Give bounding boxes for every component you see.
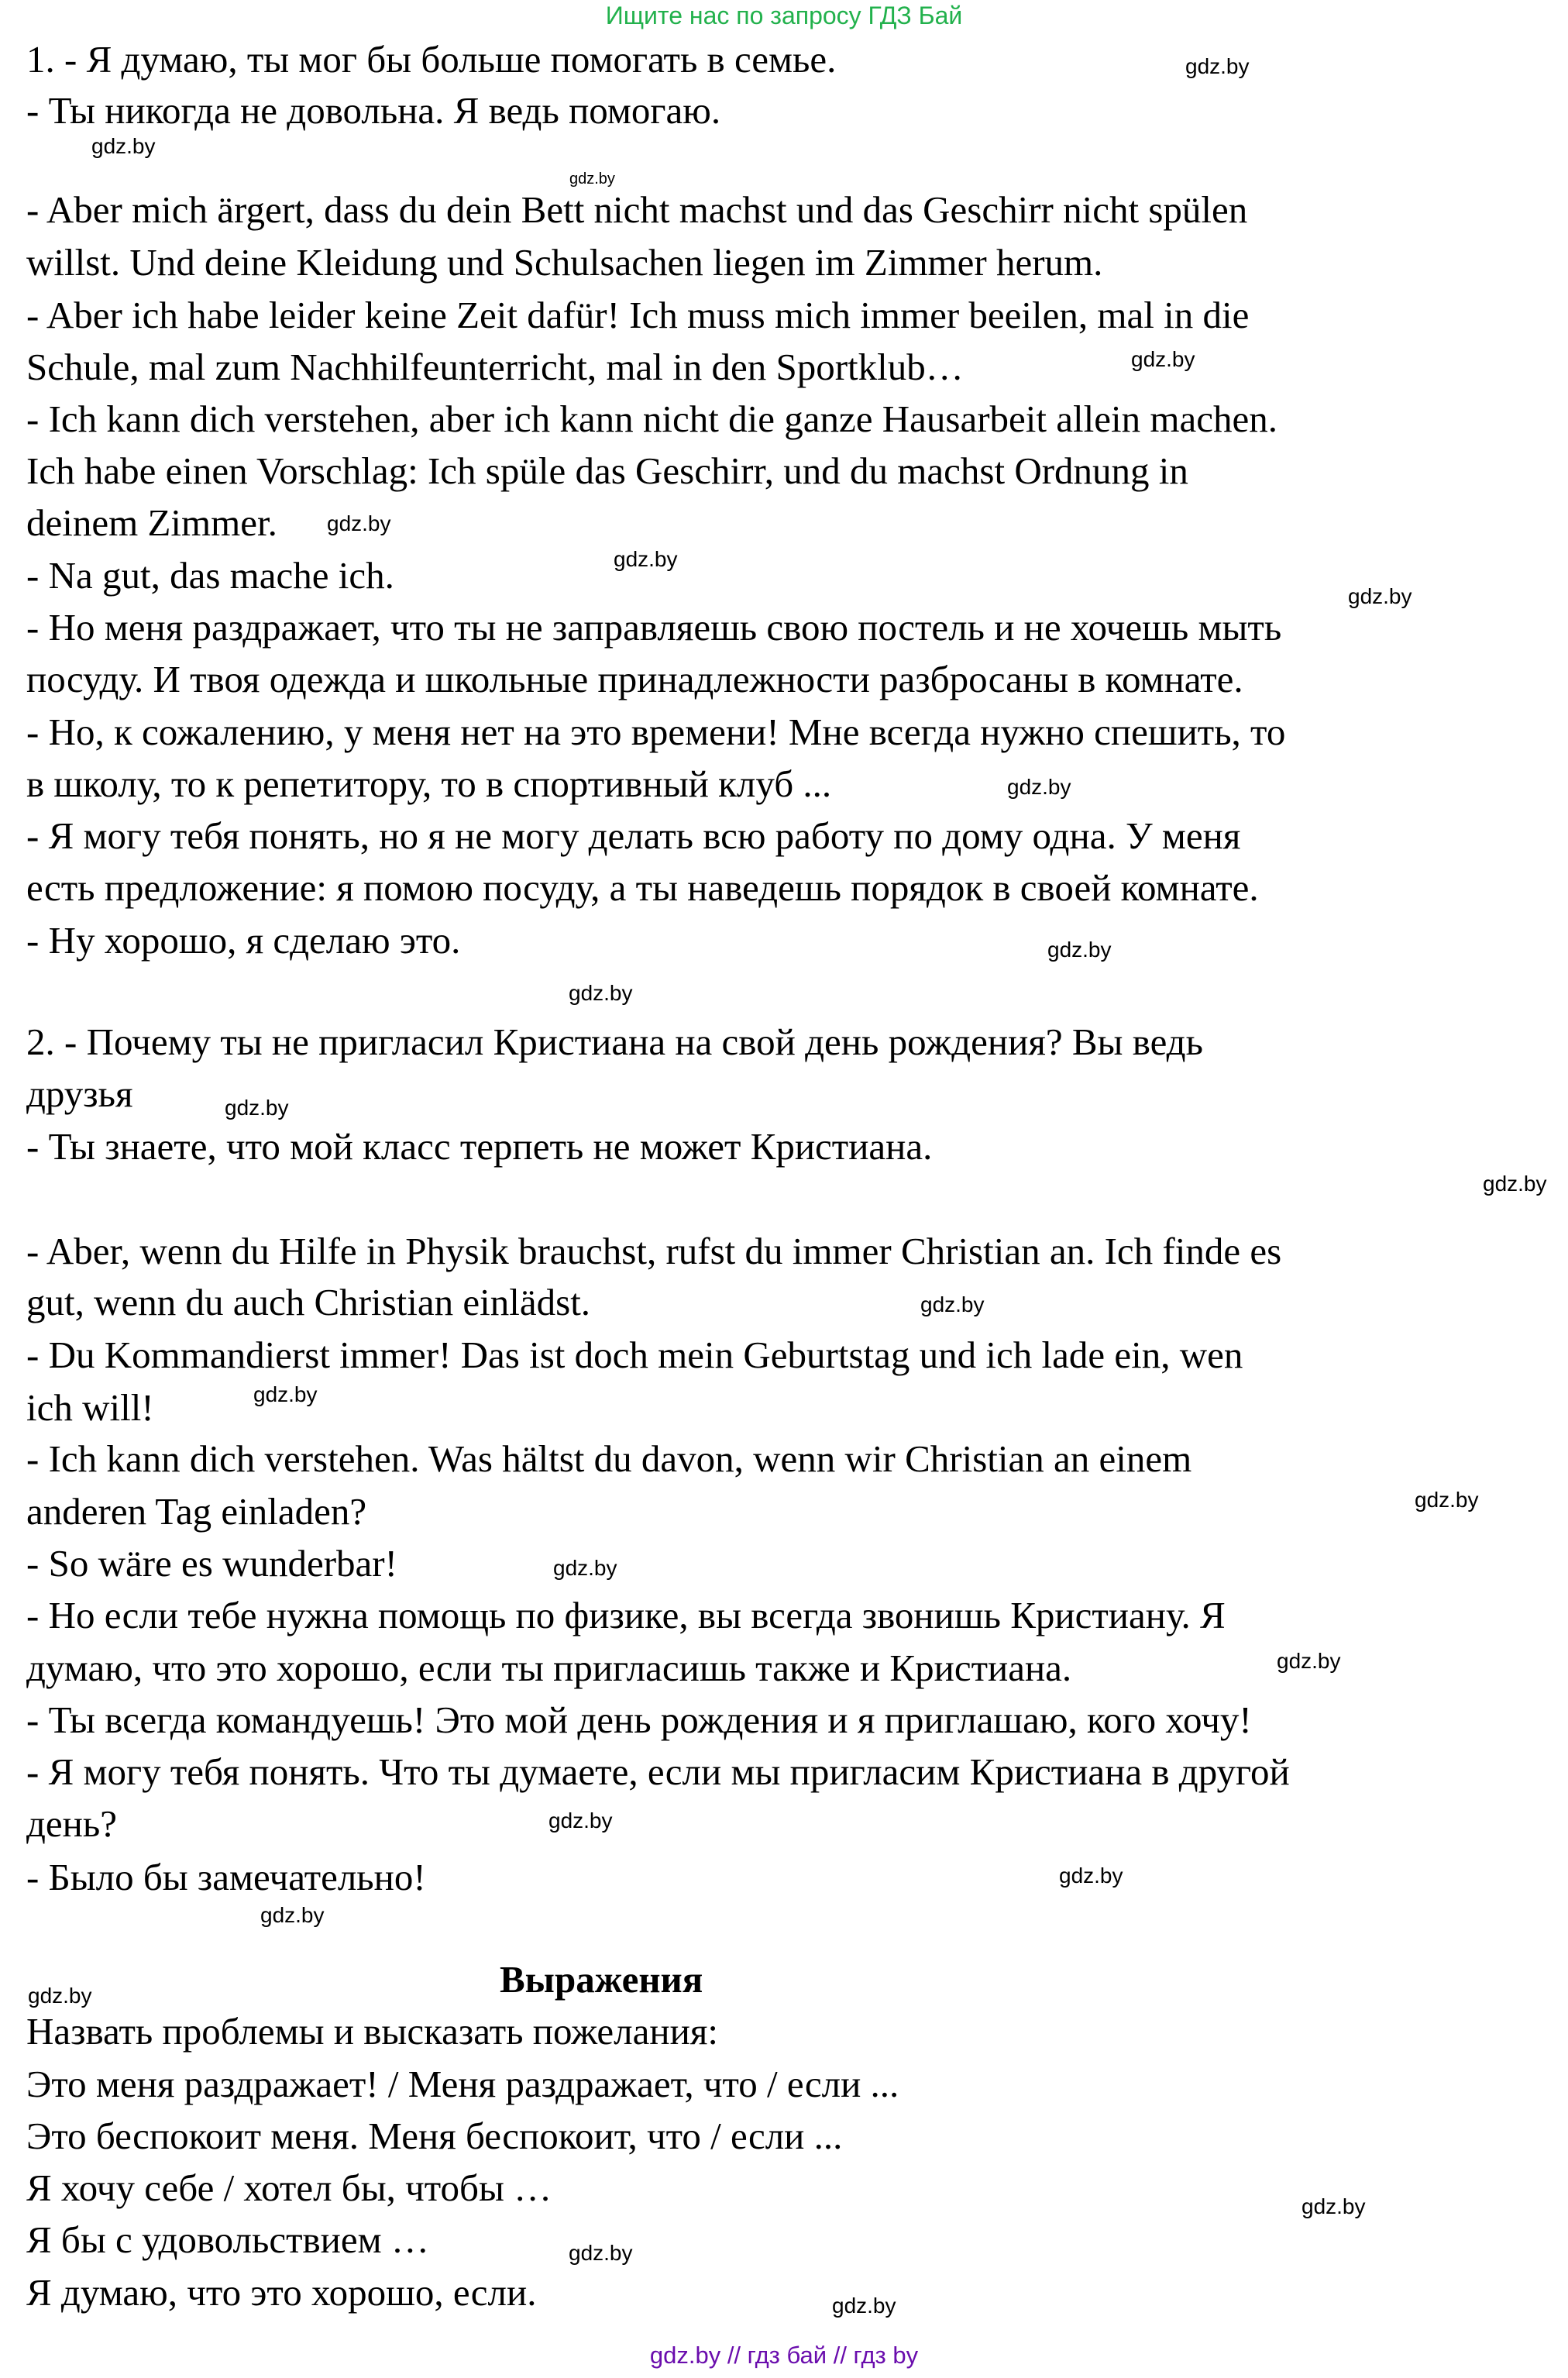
text-line: - Ты никогда не довольна. Я ведь помогаю. bbox=[26, 89, 721, 132]
footer-links: gdz.by // гдз бай // гдз by bbox=[649, 2342, 919, 2369]
watermark: gdz.by bbox=[569, 2241, 633, 2265]
watermark: gdz.by bbox=[1302, 2194, 1366, 2218]
text-line: - Я могу тебя понять, но я не могу делать всю работу по дому одна. У меня bbox=[26, 814, 1241, 857]
text-line: Ich habe einen Vorschlag: Ich spüle das Geschirr, und du machst Ordnung in bbox=[26, 449, 1188, 492]
text-line: gut, wenn du auch Christian einlädst. bbox=[26, 1281, 591, 1323]
text-line: - Aber, wenn du Hilfe in Physik brauchst, rufst du immer Christian an. Ich finde es bbox=[26, 1230, 1282, 1272]
text-line: есть предложение: я помою посуду, а ты наведешь порядок в своей комнате. bbox=[26, 866, 1259, 909]
text-line: - Ich kann dich verstehen. Was hältst du davon, wenn wir Christian an einem bbox=[26, 1437, 1192, 1480]
watermark: gdz.by bbox=[1185, 54, 1250, 78]
watermark: gdz.by bbox=[920, 1292, 985, 1316]
text-line: - Было бы замечательно! bbox=[26, 1856, 426, 1898]
text-line: - Ну хорошо, я сделаю это. bbox=[26, 919, 461, 962]
watermark: gdz.by bbox=[260, 1903, 325, 1927]
text-line: - Du Kommandierst immer! Das ist doch mein Geburtstag und ich lade ein, wen bbox=[26, 1334, 1243, 1376]
watermark: gdz.by bbox=[1007, 775, 1071, 799]
text-line: willst. Und deine Kleidung und Schulsachen liegen im Zimmer herum. bbox=[26, 241, 1103, 284]
text-line: - Ich kann dich verstehen, aber ich kann nicht die ganze Hausarbeit allein machen. bbox=[26, 397, 1277, 440]
text-line: Schule, mal zum Nachhilfeunterricht, mal in den Sportklub… bbox=[26, 346, 964, 388]
watermark: gdz.by bbox=[1348, 584, 1412, 608]
watermark: gdz.by bbox=[225, 1096, 289, 1120]
watermark: gdz.by bbox=[553, 1556, 617, 1580]
text-line: - Но меня раздражает, что ты не заправляешь свою постель и не хочешь мыть bbox=[26, 606, 1282, 649]
text-line: думаю, что это хорошо, если ты пригласишь также и Кристиана. bbox=[26, 1647, 1072, 1689]
section-title: Выражения bbox=[500, 1958, 703, 2001]
watermark: gdz.by bbox=[91, 134, 156, 158]
text-line: - Я могу тебя понять. Что ты думаете, если мы пригласим Кристиана в другой bbox=[26, 1750, 1290, 1793]
text-line: - Но если тебе нужна помощь по физике, вы всегда звонишь Кристиану. Я bbox=[26, 1594, 1226, 1636]
watermark: gdz.by bbox=[832, 2294, 896, 2318]
watermark: gdz.by bbox=[569, 981, 633, 1005]
expression-line: Назвать проблемы и высказать пожелания: bbox=[26, 2010, 718, 2053]
text-line: - Na gut, das mache ich. bbox=[26, 554, 394, 597]
text-line: 1. - Я думаю, ты мог бы больше помогать в семье. bbox=[26, 38, 837, 81]
text-line: друзья bbox=[26, 1072, 133, 1115]
watermark: gdz.by bbox=[1415, 1488, 1479, 1512]
text-line: - Но, к сожалению, у меня нет на это времени! Мне всегда нужно спешить, то bbox=[26, 711, 1286, 753]
expression-line: Это меня раздражает! / Меня раздражает, что / если ... bbox=[26, 2063, 899, 2105]
expression-line: Я хочу себе / хотел бы, чтобы … bbox=[26, 2166, 552, 2209]
watermark: gdz.by bbox=[569, 170, 615, 188]
text-line: deinem Zimmer. bbox=[26, 501, 277, 544]
search-banner: Ищите нас по запросу ГДЗ Бай bbox=[605, 2, 963, 29]
text-line: - Ты всегда командуешь! Это мой день рождения и я приглашаю, кого хочу! bbox=[26, 1698, 1252, 1741]
text-line: ich will! bbox=[26, 1386, 154, 1429]
text-line: в школу, то к репетитору, то в спортивный клуб ... bbox=[26, 762, 832, 805]
text-line: - Ты знаете, что мой класс терпеть не может Кристиана. bbox=[26, 1125, 933, 1168]
text-line: - Aber ich habe leider keine Zeit dafür! Ich muss mich immer beeilen, mal in die bbox=[26, 294, 1250, 336]
expression-line: Это беспокоит меня. Меня беспокоит, что / если ... bbox=[26, 2115, 843, 2157]
watermark: gdz.by bbox=[1059, 1864, 1123, 1888]
text-line: 2. - Почему ты не пригласил Кристиана на свой день рождения? Вы ведь bbox=[26, 1020, 1203, 1063]
expression-line: Я думаю, что это хорошо, если. bbox=[26, 2271, 537, 2314]
text-line: день? bbox=[26, 1802, 117, 1845]
watermark: gdz.by bbox=[1131, 347, 1195, 371]
watermark: gdz.by bbox=[1483, 1172, 1547, 1196]
watermark: gdz.by bbox=[1277, 1649, 1341, 1673]
watermark: gdz.by bbox=[614, 547, 678, 571]
watermark: gdz.by bbox=[253, 1382, 318, 1406]
watermark: gdz.by bbox=[327, 511, 391, 535]
watermark: gdz.by bbox=[548, 1808, 613, 1833]
text-line: - Aber mich ärgert, dass du dein Bett nicht machst und das Geschirr nicht spülen bbox=[26, 188, 1248, 231]
text-line: - So wäre es wunderbar! bbox=[26, 1542, 397, 1585]
watermark: gdz.by bbox=[1047, 938, 1112, 962]
expression-line: Я бы с удовольствием … bbox=[26, 2218, 429, 2261]
text-line: посуду. И твоя одежда и школьные принадлежности разбросаны в комнате. bbox=[26, 658, 1243, 700]
watermark: gdz.by bbox=[28, 1984, 92, 2008]
text-line: anderen Tag einladen? bbox=[26, 1490, 367, 1533]
